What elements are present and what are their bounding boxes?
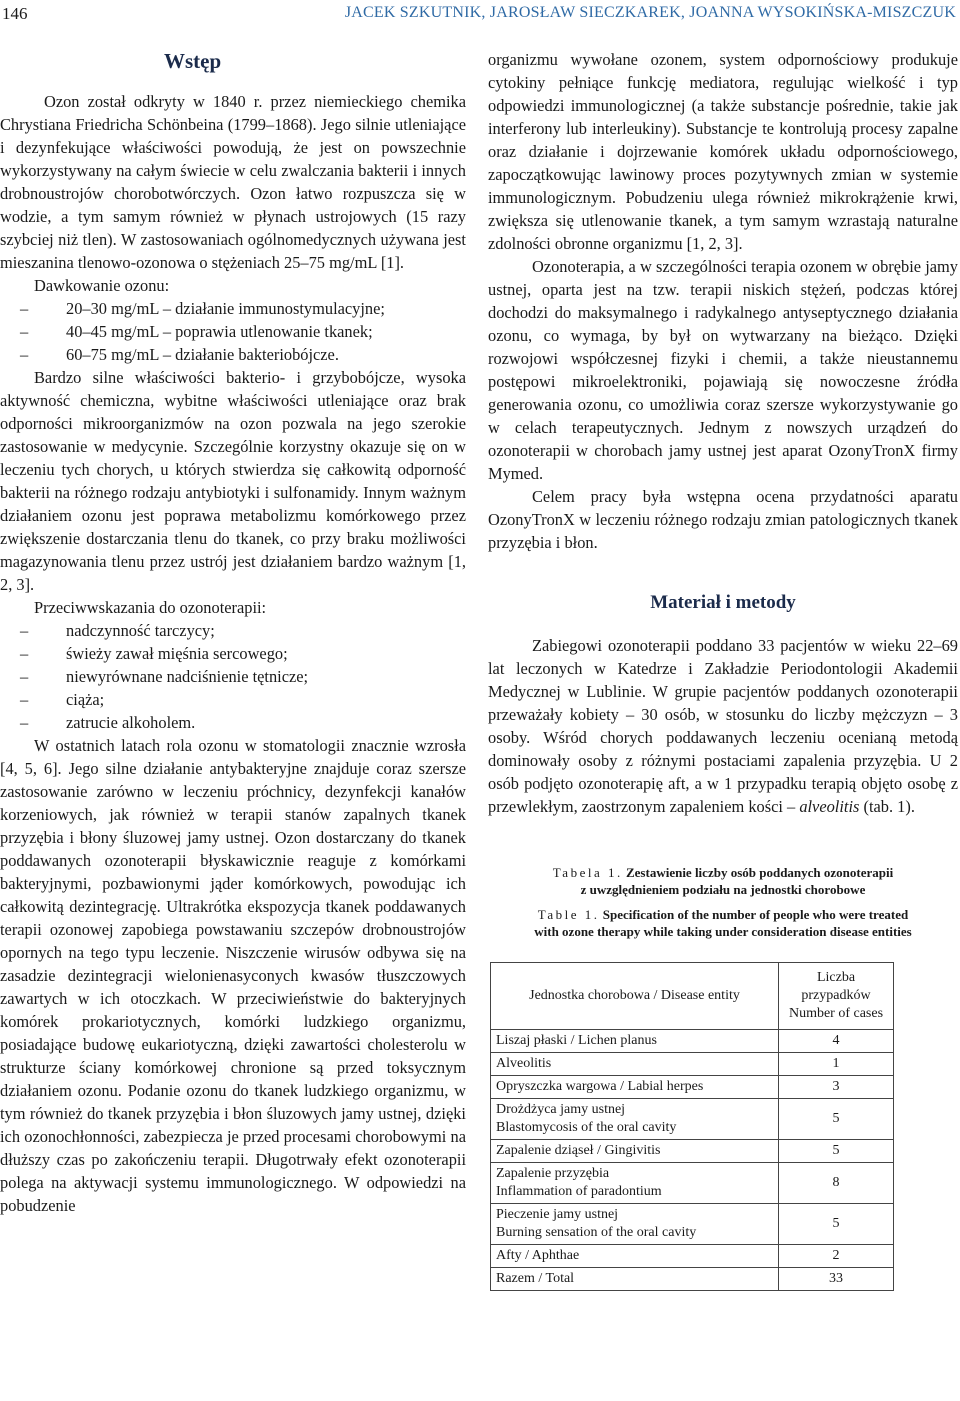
caption-label: Table 1.	[537, 907, 600, 922]
disease-cell: Pieczenie jamy ustnej Burning sensation of the oral cavity	[491, 1204, 779, 1245]
count-cell: 5	[779, 1099, 894, 1140]
intro-heading: Wstęp	[164, 49, 222, 73]
contra-item: – ciąża;	[0, 688, 466, 711]
contra-item: – zatrucie alkoholem.	[0, 711, 466, 734]
left-column	[0, 46, 466, 1217]
intro-paragraph: Ozon został odkryty w 1840 r. przez niemieckiego chemika Chrystiana Friedricha Schönbeina (1799–1868). Jego silnie utleniające i dezynfekujące właściwości powodują, że jest on powszechnie wykorzystywany na całym świecie w celu zwalczania bakterii i innych drobnoustrojów chorobotwórczych. Ozon łatwo rozpuszcza się w wodzie, a tym samym również w płynach ustrojowych (15 razy szybciej niż tlen). W zastosowaniach ogólnomedycznych używana jest mieszanina tlenowo-ozonowa o stężeniach 25–75 mg/mL [1].	[0, 92, 466, 272]
methods-heading: Materiał i metody	[650, 592, 796, 613]
table-row	[491, 1053, 894, 1076]
cases-table	[490, 962, 894, 1291]
disease-cell: Razem / Total	[491, 1268, 779, 1291]
paragraph: Ozonoterapia, a w szczególności terapia ozonem w obrębie jamy ustnej, oparta jest na tzw. terapii niskich stężeń, podczas której dochodzi do maksymalnego i radykalnego antyseptycznego działania ozonu, co wymaga, by był on wytwarzany na bieżąco. Dzięki rozwojowi współczesnej fizyki i chemii, a także nieustannemu postępowi mikroelektroniki, pojawiają się nowoczesne źródła generowania ozonu, co umożliwia coraz szersze wykorzystywanie go w celach terapeutycznych. Jednym z nowszych urządzeń do ozonoterapii w chorobach jamy ustnej jest aparat OzonyTronX firmy Mymed.	[488, 257, 958, 483]
caption-line: with ozone therapy while taking under consideration disease entities	[534, 924, 912, 939]
disease-cell: Drożdżyca jamy ustnej Blastomycosis of the oral cavity	[491, 1099, 779, 1140]
disease-cell: Opryszczka wargowa / Labial herpes	[491, 1076, 779, 1099]
disease-cell: Alveolitis	[491, 1053, 779, 1076]
count-cell: 5	[779, 1204, 894, 1245]
count-cell: 8	[779, 1163, 894, 1204]
page-number: 146	[2, 4, 28, 23]
count-cell: 2	[779, 1245, 894, 1268]
count-cell: 5	[779, 1140, 894, 1163]
table-caption-pl	[488, 864, 958, 898]
header-count: Liczba przypadków Number of cases	[779, 963, 894, 1030]
table-row	[491, 1140, 894, 1163]
table-row	[491, 1076, 894, 1099]
dose-item: – 60–75 mg/mL – działanie bakteriobójcze.	[0, 343, 466, 366]
paragraph: Bardzo silne właściwości bakterio- i grzybobójcze, wysoka aktywność chemiczna, wybitne właściwości utleniające oraz brak odporności mikroorganizmów na ozon pozwala na jego szerokie zastosowanie w medycynie. Szczególnie korzystny okazuje się on w leczeniu tych chorych, u których stwierdza się całkowitą odporność bakterii na różnego rodzaju antybiotyki i sulfonamidy. Innym ważnym działaniem ozonu jest poprawa metabolizmu komórkowego przez zwiększenie dostarczania tlenu do tkanek, co przy braku możliwości magazynowania tlenu przez ustrój jest działaniem bardzo ważnym [1, 2, 3].	[0, 368, 466, 594]
table-row	[491, 1204, 894, 1245]
count-cell: 3	[779, 1076, 894, 1099]
count-cell: 4	[779, 1030, 894, 1053]
count-cell: 33	[779, 1268, 894, 1291]
caption-line: z uwzględnieniem podziału na jednostki chorobowe	[580, 882, 866, 897]
dose-item: – 20–30 mg/mL – działanie immunostymulacyjne;	[0, 297, 466, 320]
table-row	[491, 1245, 894, 1268]
table-row	[491, 1099, 894, 1140]
disease-cell: Liszaj płaski / Lichen planus	[491, 1030, 779, 1053]
table-row	[491, 1163, 894, 1204]
caption-label: Tabela 1.	[552, 865, 623, 880]
table-row	[491, 1030, 894, 1053]
methods-paragraph	[488, 634, 958, 818]
contra-item: – nadczynność tarczycy;	[0, 619, 466, 642]
dose-item: – 40–45 mg/mL – poprawia utlenowanie tkanek;	[0, 320, 466, 343]
paragraph: organizmu wywołane ozonem, system odpornościowy produkuje cytokiny pełniące funkcję mediatora, regulując wielkość i typ odpowiedzi immunologicznej (a także substancje pośrednie, takie jak interferony lub interleukiny). Substancje te kontrolują procesy zapalne oraz działanie i dojrzewanie komórek układu odpornościowego, zapoczątkowując lawinowy proces pozytywnych zmian w systemie immunologicznym. Pobudzeniu ulega również mikrokrążenie krwi, zwiększa się utlenowanie tkanek, a tym samym wzrastają naturalne zdolności obronne organizmu [1, 2, 3].	[488, 50, 958, 253]
count-cell: 1	[779, 1053, 894, 1076]
disease-cell: Zapalenie dziąseł / Gingivitis	[491, 1140, 779, 1163]
caption-line: Zestawienie liczby osób poddanych ozonoterapii	[625, 865, 894, 880]
disease-cell: Zapalenie przyzębia Inflammation of paradontium	[491, 1163, 779, 1204]
contra-item: – niewyrównane nadciśnienie tętnicze;	[0, 665, 466, 688]
paragraph: W ostatnich latach rola ozonu w stomatologii znacznie wzrosła [4, 5, 6]. Jego silne działanie antybakteryjne znajduje coraz szersze zastosowanie zarówno w leczeniu próchnicy, dezynfekcji kanałów korzeniowych, jak również w terapii stanów zapalnych tkanek przyzębia i błony śluzowej jamy ustnej. Ozon dostarczany do tkanek poddawanych ozonoterapii błyskawicznie reaguje z komórkami bakteryjnymi, pozbawionymi jąder komórkowych, powodując ich całkowitą dezintegrację. Ultrakrótka ekspozycja tkanek poddawanych terapii ozonowej zapobiega powstawaniu szczepów drobnoustrojów opornych na tego typu leczenie. Niszczenie wirusów odbywa się na zasadzie dezintegracji wielonienasyconych kwasów tłuszczowych zawartych w ich otoczkach. W przeciwieństwie do bakteryjnych komórek prokariotycznych, komórki ludzkiego organizmu, posiadające budowę eukariotyczną, dzięki zawartości cholesterolu w strukturze ściany komórkowej chronione są przed toksycznym działaniem ozonu. Podanie ozonu do tkanek ludzkiego organizmu, w tym również do tkanek przyzębia i błon śluzowych jamy ustnej, dzięki ich ozonochłonności, zabezpiecza je przed procesami chorobowymi na dłuższy czas po zakończeniu terapii. Długotrwały efekt ozonoterapii polega na aktywacji systemu immunologicznego. W odpowiedzi na pobudzenie	[0, 736, 466, 1215]
table-caption-en	[488, 906, 958, 940]
methods-text-end: (tab. 1).	[859, 797, 915, 816]
paragraph: Celem pracy była wstępna ocena przydatności aparatu OzonyTronX w leczeniu różnego rodzaju zmian patologicznych tkanek przyzębia i błon.	[488, 487, 958, 552]
right-column	[488, 48, 958, 1291]
table-header-row	[491, 963, 894, 1030]
page-header	[0, 4, 960, 28]
contraindications-list	[0, 619, 466, 734]
dose-list	[0, 297, 466, 366]
table-row-total	[491, 1268, 894, 1291]
running-head: JACEK SZKUTNIK, JAROSŁAW SIECZKAREK, JOANNA WYSOKIŃSKA-MISZCZUK	[344, 4, 956, 21]
methods-italic: alveolitis	[799, 797, 860, 816]
contraindications-label: Przeciwwskazania do ozonoterapii:	[34, 598, 267, 617]
dose-label: Dawkowanie ozonu:	[34, 276, 170, 295]
disease-cell: Afty / Aphthae	[491, 1245, 779, 1268]
caption-line: Specification of the number of people who were treated	[602, 907, 909, 922]
methods-text: Zabiegowi ozonoterapii poddano 33 pacjentów w wieku 22–69 lat leczonych w Katedrze i Zakładzie Periodontologii Akademii Medycznej w Lublinie. W grupie pacjentów poddanych ozonoterapii przeważały kobiety – 30 osób, w stosunku do liczby mężczyzn – 3 osoby. Wśród chorych poddawanych leczeniu ocenianą metodą dominowały osoby z różnymi postaciami zapalenia przyzębia. U 2 osób podjęto ozonoterapię aft, a w 1 przypadku terapią objęto osobę z przewlekłym, zaostrzonym zapaleniem kości –	[488, 636, 958, 816]
header-disease: Jednostka chorobowa / Disease entity	[491, 963, 779, 1030]
contra-item: – świeży zawał mięśnia sercowego;	[0, 642, 466, 665]
